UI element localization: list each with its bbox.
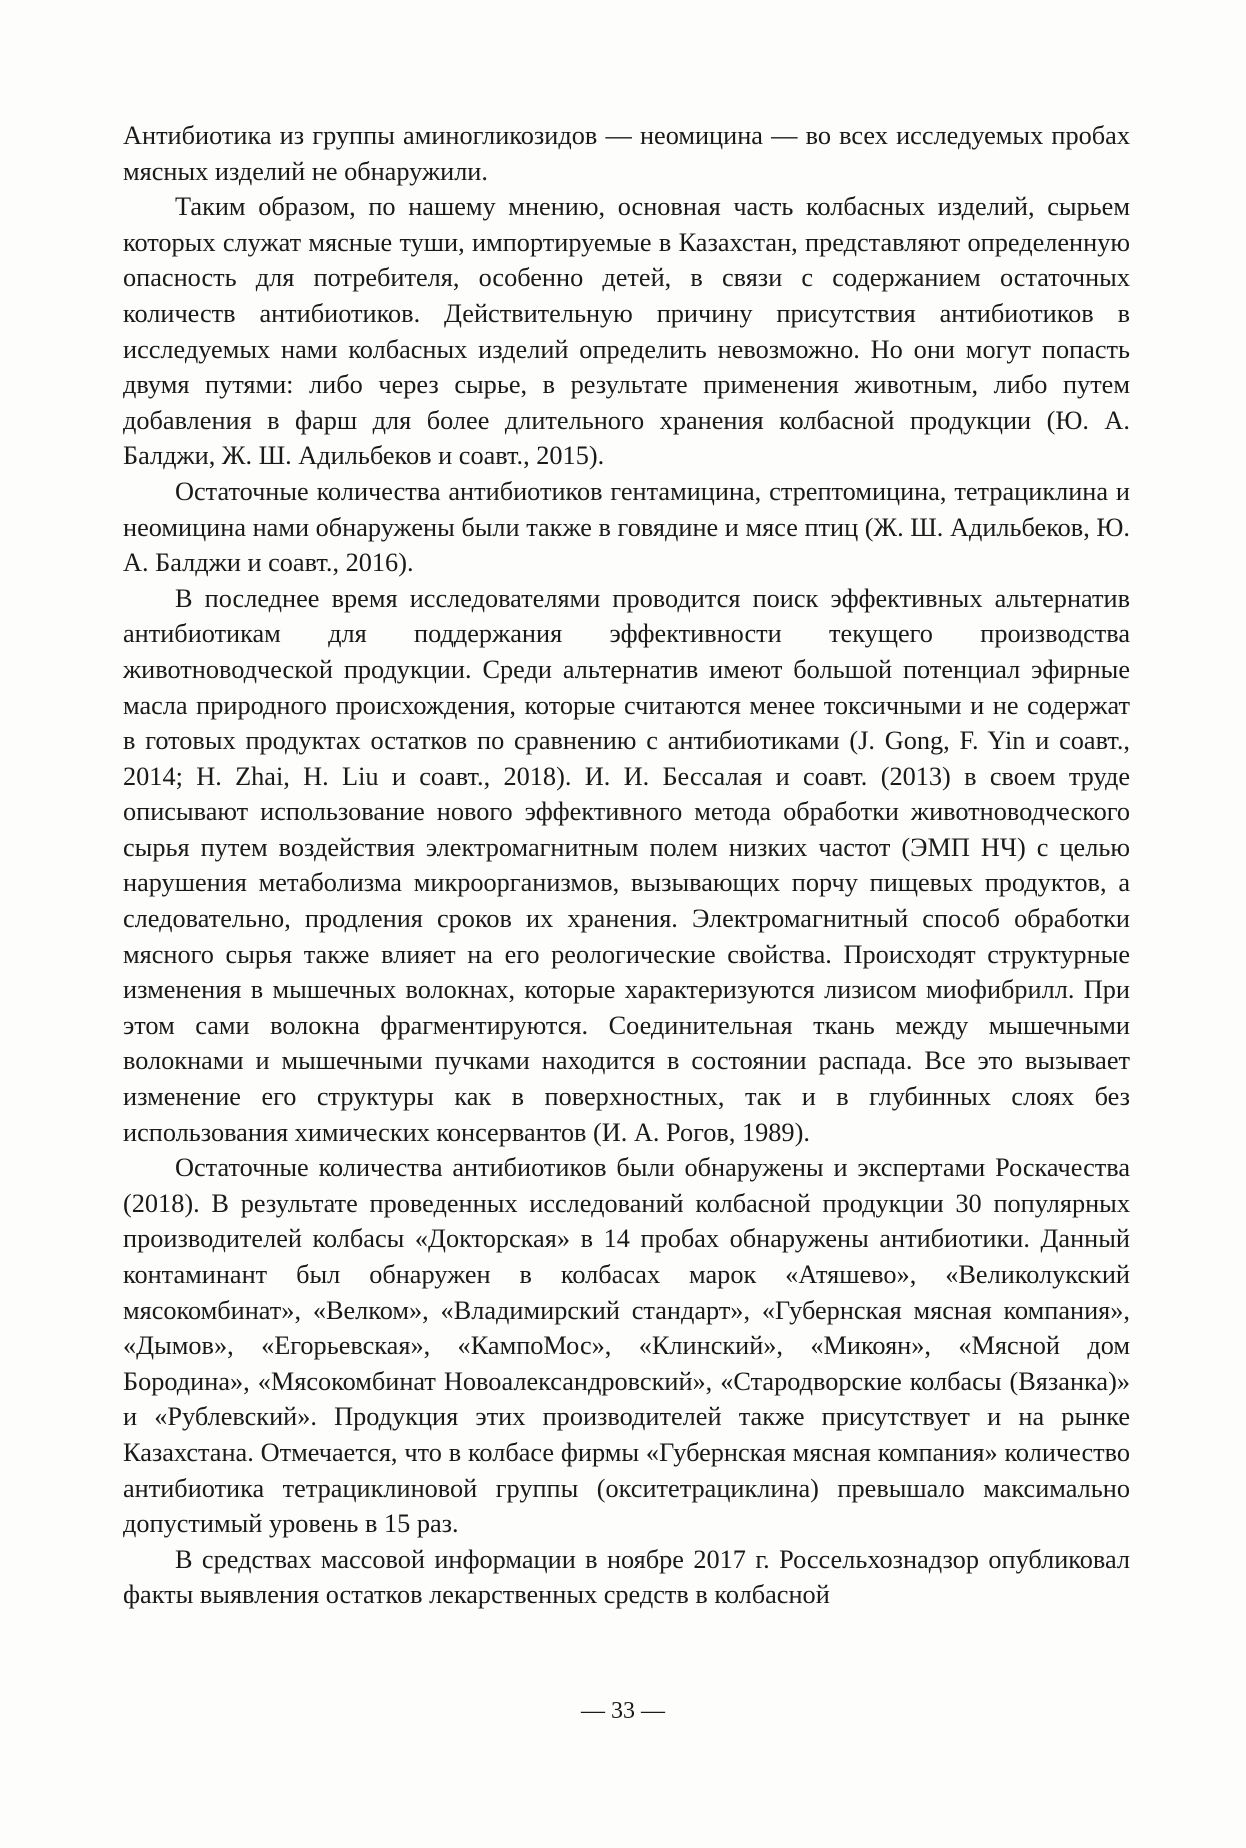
paragraph-2: Таким образом, по нашему мнению, основная часть колбасных изделий, сырьем которых служат мясные туши, импортируемые в Казахстан, представляют определенную опасность для потребителя, особенно детей, в связи с содержанием остаточных количеств антибиотиков. Действительную причину присутствия антибиотиков в исследуемых нами колбасных изделий определить невозможно. Но они могут попасть двумя путями: либо через сырье, в результате применения животным, либо путем добавления в фарш для более длительного хранения колбасной продукции (Ю. А. Балджи, Ж. Ш. Адильбеков и соавт., 2015). xyxy=(123,192,1130,471)
paragraph-6: В средствах массовой информации в ноябре 2017 г. Россельхознадзор опубликовал факты выявления остатков лекарственных средств в колбасной xyxy=(123,1544,1130,1610)
paragraph-3: Остаточные количества антибиотиков гентамицина, стрептомицина, тетрациклина и неомицина нами обнаружены были также в говядине и мясе птиц (Ж. Ш. Адильбеков, Ю. А. Балджи и соавт., 2016). xyxy=(123,476,1130,578)
paragraph-4: В последнее время исследователями проводится поиск эффективных альтернатив антибиотикам для поддержания эффективности текущего производства животноводческой продукции. Среди альтернатив имеют большой потенциал эфирные масла природного происхождения, которые считаются менее токсичными и не содержат в готовых продуктах остатков по сравнению с антибиотиками (J. Gong, F. Yin и соавт., 2014; H. Zhai, H. Liu и соавт., 2018). И. И. Бессалая и соавт. (2013) в своем труде описывают использование нового эффективного метода обработки животноводческого сырья путем воздействия электромагнитным полем низких частот (ЭМП НЧ) с целью нарушения метаболизма микроорганизмов, вызывающих порчу пищевых продуктов, а следовательно, продления сроков их хранения. Электромагнитный способ обработки мясного сырья также влияет на его реологические свойства. Происходят структурные изменения в мышечных волокнах, которые характеризуются лизисом миофибрилл. При этом сами волокна фрагментируются. Соединительная ткань между мышечными волокнами и мышечными пучками находится в состоянии распада. Все это вызывает изменение его структуры как в поверхностных, так и в глубинных слоях без использования химических консервантов (И. А. Рогов, 1989). xyxy=(123,583,1130,1147)
page-number: — 33 — xyxy=(581,1698,665,1724)
body-text xyxy=(123,118,1130,1613)
paragraph-1: Антибиотика из группы аминогликозидов — неомицина — во всех исследуемых пробах мясных изделий не обнаружили. xyxy=(123,121,1130,186)
paragraph-5: Остаточные количества антибиотиков были обнаружены и экспертами Роскачества (2018). В результате проведенных исследований колбасной продукции 30 популярных производителей колбасы «Докторская» в 14 пробах обнаружены антибиотики. Данный контаминант был обнаружен в колбасах марок «Атяшево», «Великолукский мясокомбинат», «Велком», «Владимирский стандарт», «Губернская мясная компания», «Дымов», «Егорьевская», «КампоМос», «Клинский», «Микоян», «Мясной дом Бородина», «Мясокомбинат Новоалександровский», «Стародворские колбасы (Вязанка)» и «Рублевский». Продукция этих производителей также присутствует и на рынке Казахстана. Отмечается, что в колбасе фирмы «Губернская мясная компания» количество антибиотика тетрациклиновой группы (окситетрациклина) превышало максимально допустимый уровень в 15 раз. xyxy=(123,1153,1130,1539)
